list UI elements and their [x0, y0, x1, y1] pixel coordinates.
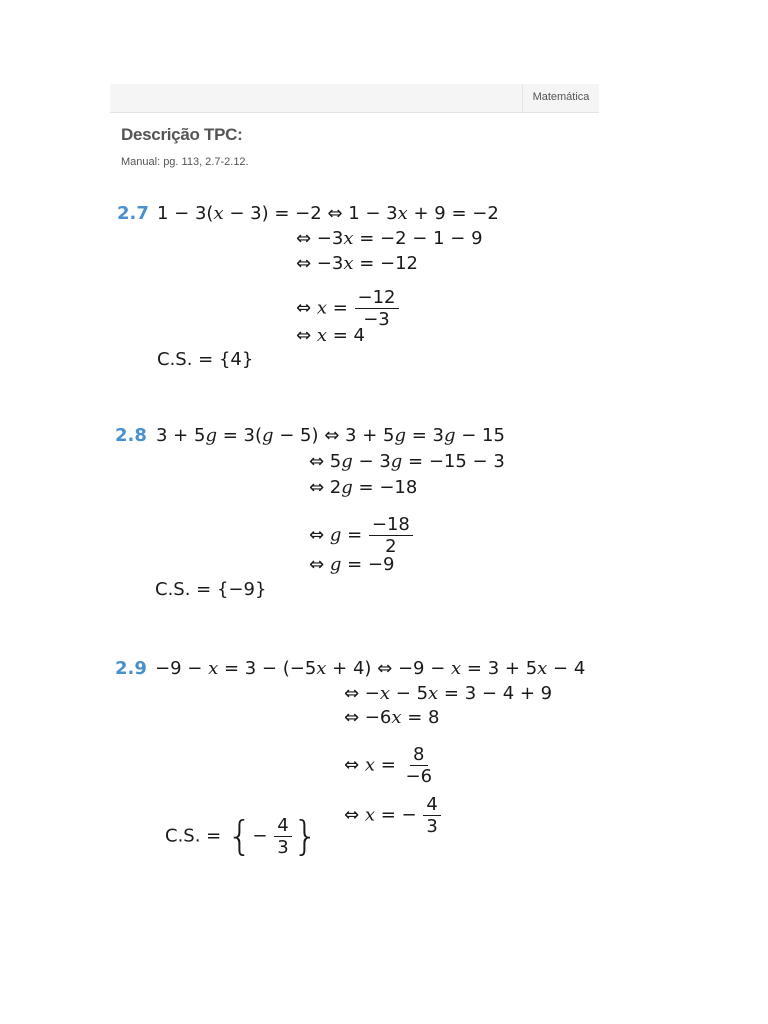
equation-line: ⇔ x = $\frac{-12}{-3}$ [296, 287, 400, 330]
solution-set: C.S. = {−9} [155, 579, 267, 600]
solution-set: C.S. = {4} [157, 349, 254, 370]
equation-line: ⇔ g = −9 [309, 554, 395, 575]
exercise-number: 2.8 [115, 425, 147, 446]
exercise-number: 2.9 [115, 658, 147, 679]
equation-line: −9 − x = 3 − (−5x + 4) ⇔ −9 − x = 3 + 5x − 4 [155, 658, 586, 679]
equation-line: 1 − 3(x − 3) = −2 ⇔ 1 − 3x + 9 = −2 [157, 203, 499, 224]
solution-set: C.S. = {− $\frac{4}{3}$ } [165, 813, 319, 860]
subject-label: Matemática [522, 84, 599, 112]
exercise-number: 2.7 [117, 203, 149, 224]
equation-line: ⇔ x = $\frac{8}{-6}$ [344, 744, 433, 787]
equation-line: ⇔ x = 4 [296, 325, 365, 346]
equation-line: ⇔ −3x = −12 [296, 253, 419, 274]
subject-bar [110, 84, 599, 113]
description-title: Descrição TPC: [121, 125, 243, 144]
equation-line: ⇔ g = $\frac{-18}{2}$ [309, 514, 414, 557]
equation-line: 3 + 5g = 3(g − 5) ⇔ 3 + 5g = 3g − 15 [156, 425, 505, 446]
equation-line: ⇔ x = − $\frac{4}{3}$ [344, 794, 442, 837]
equation-line: ⇔ 2g = −18 [309, 477, 418, 498]
equation-line: ⇔ −3x = −2 − 1 − 9 [296, 228, 483, 249]
equation-line: ⇔ 5g − 3g = −15 − 3 [309, 451, 505, 472]
description-text: Manual: pg. 113, 2.7-2.12. [121, 156, 249, 168]
equation-line: ⇔ −6x = 8 [344, 707, 440, 728]
equation-line: ⇔ −x − 5x = 3 − 4 + 9 [344, 683, 553, 704]
